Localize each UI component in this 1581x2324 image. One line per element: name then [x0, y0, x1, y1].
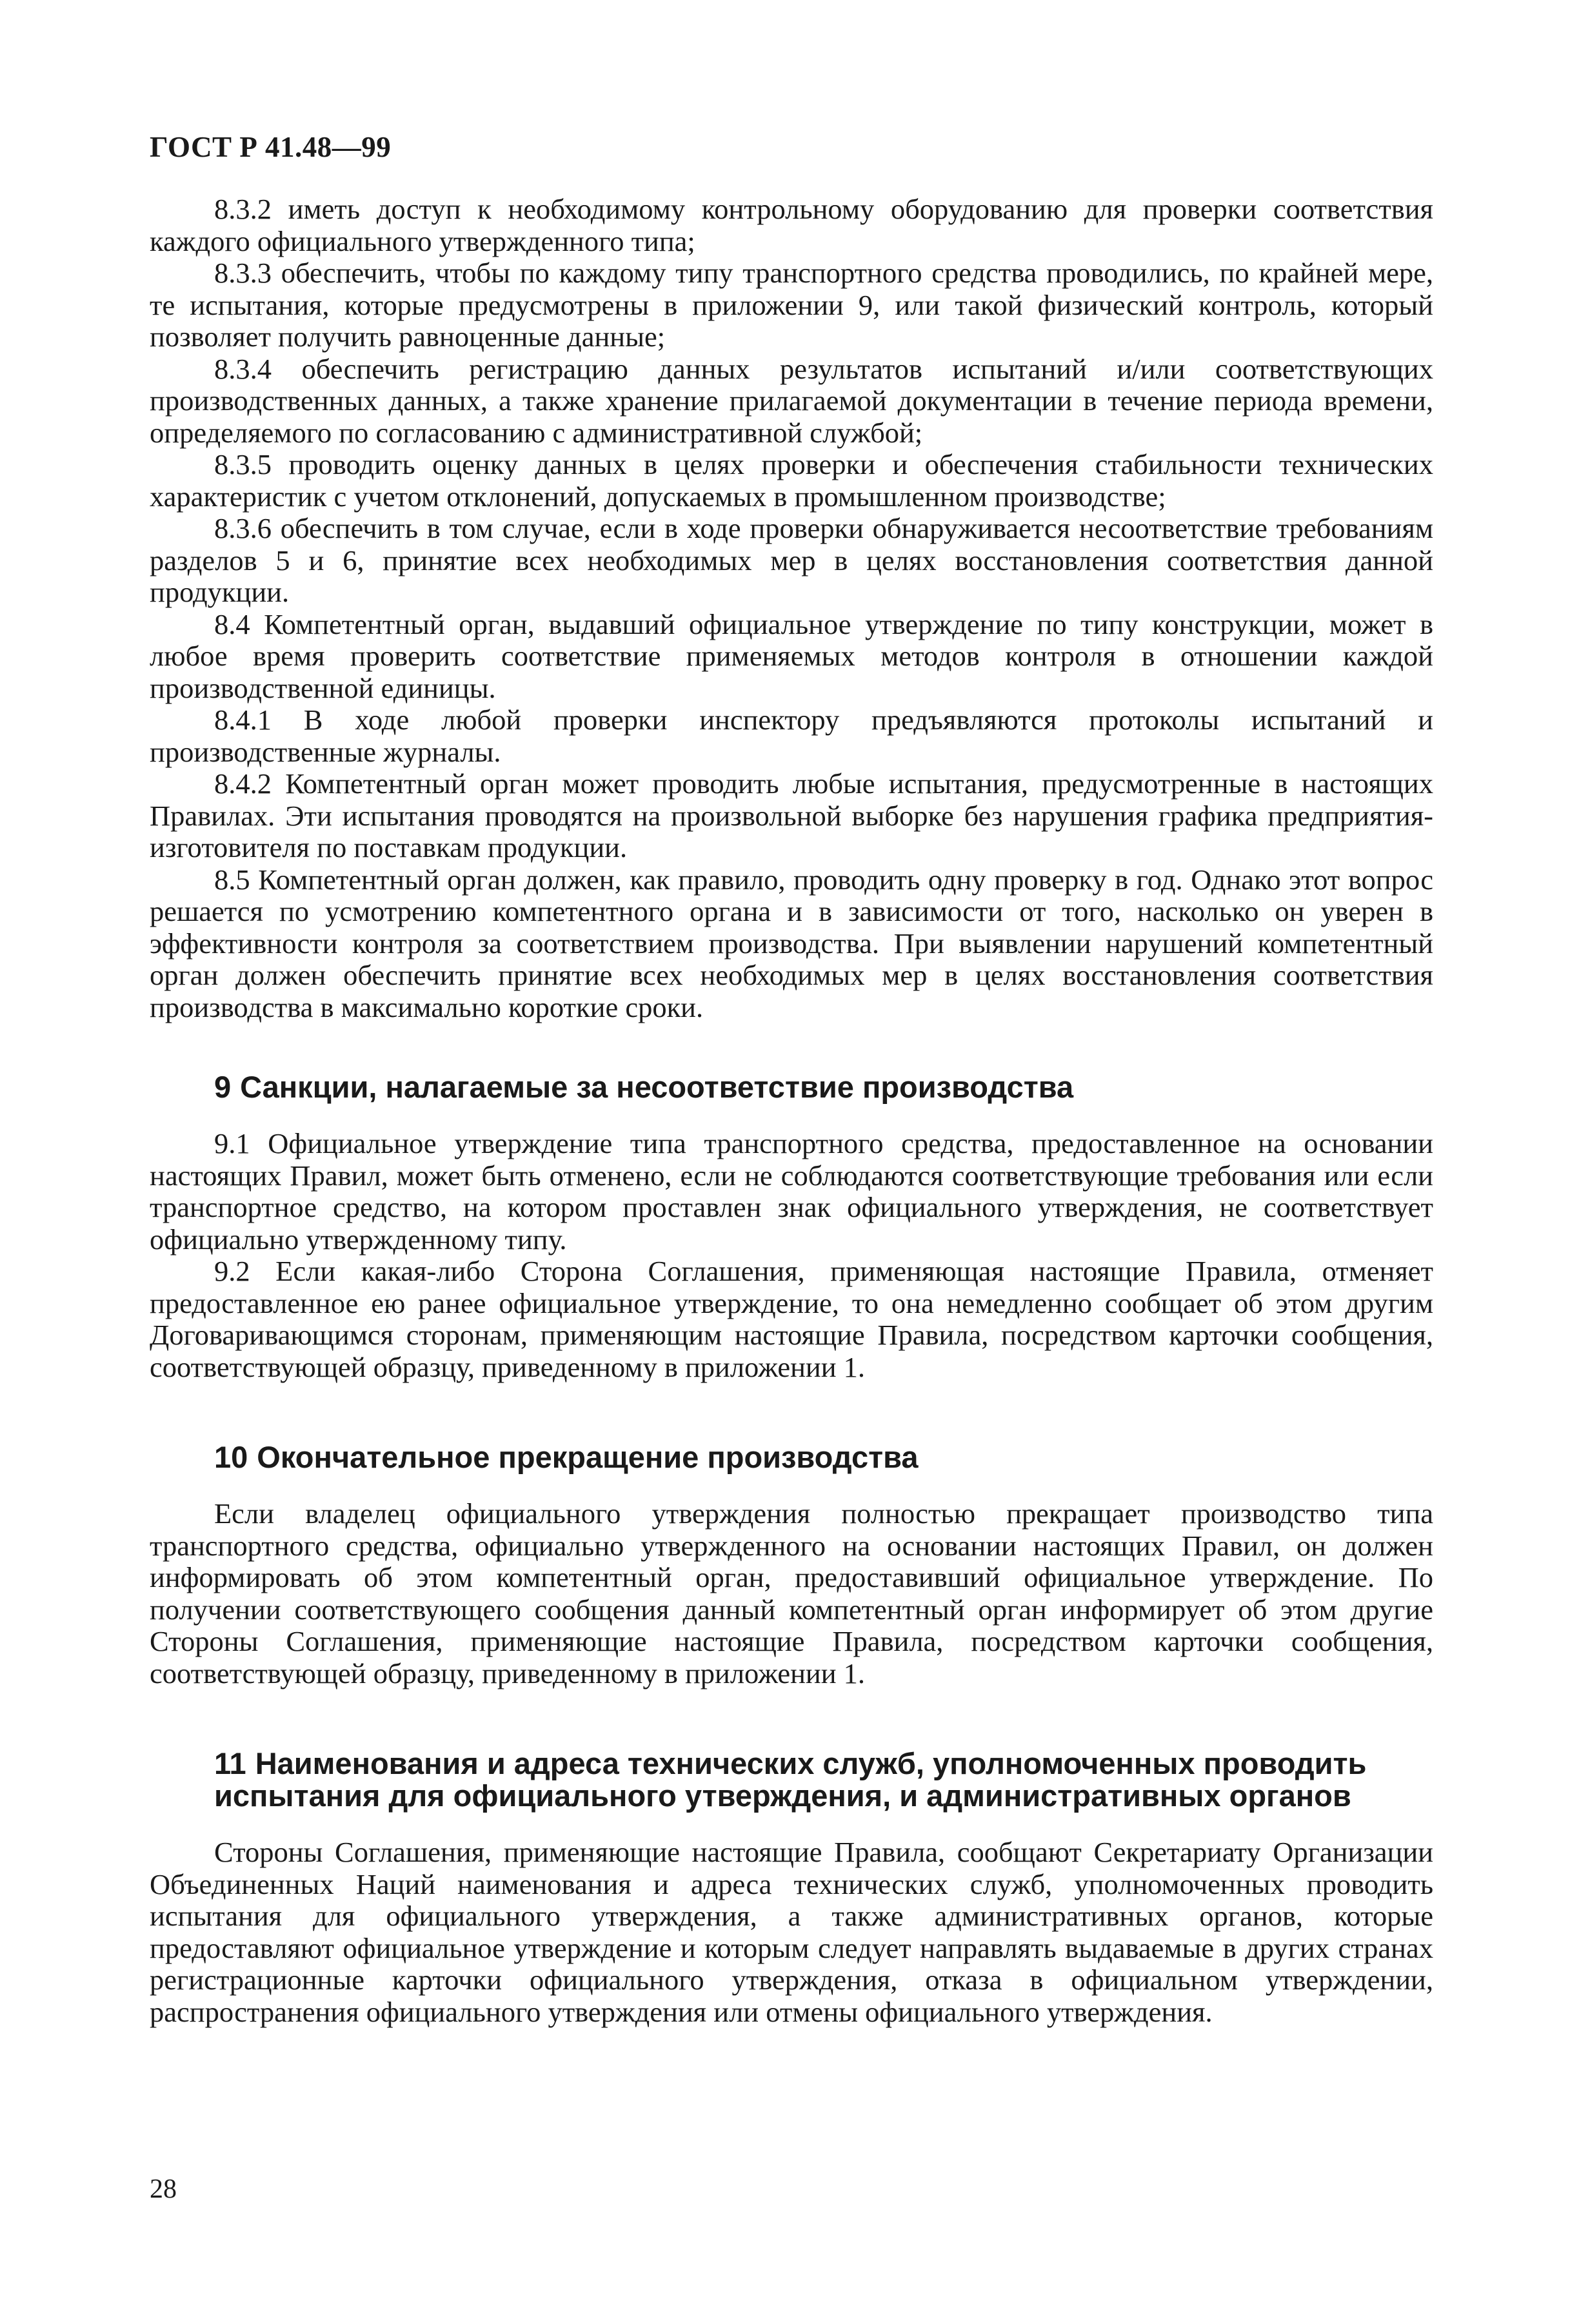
document-code-header: ГОСТ Р 41.48—99	[150, 131, 392, 163]
section-11-number: 11	[214, 1746, 246, 1780]
section-11-body	[150, 1837, 1433, 2028]
section-11-title-line2: испытания для официального утверждения, и административных органов	[214, 1778, 1351, 1813]
paragraph-8-3-2: 8.3.2 иметь доступ к необходимому контрольному оборудованию для проверки соответствия каждого официального утвержденного типа;	[150, 193, 1433, 257]
paragraph-10: Если владелец официального утверждения полностью прекращает производство типа транспортного средства, официально утвержденного на основании настоящих Правил, он должен информировать об этом компетентный орган, предоставивший официальное утверждение. По получении соответствующего сообщения данный компетентный орган информирует об этом другие Стороны Соглашения, применяющие настоящие Правила, посредством карточки сообщения, соответствующей образцу, приведенному в приложении 1.	[150, 1497, 1433, 1689]
paragraph-8-3-4: 8.3.4 обеспечить регистрацию данных результатов испытаний и/или соответствующих производственных данных, а также хранение прилагаемой документации в течение периода времени, определяемого по согласованию с административной службой;	[150, 352, 1433, 449]
paragraph-9-2: 9.2 Если какая-либо Сторона Соглашения, применяющая настоящие Правила, отменяет предоставленное ею ранее официальное утверждение, то она немедленно сообщает об этом другим Договаривающимся сторонам, применяющим настоящие Правила, посредством карточки сообщения, соответствующей образцу, приведенному в приложении 1.	[150, 1255, 1433, 1383]
section-10-title: Окончательное прекращение производства	[257, 1440, 919, 1474]
paragraph-8-5: 8.5 Компетентный орган должен, как правило, проводить одну проверку в год. Однако этот вопрос решается по усмотрению компетентного органа и в зависимости от того, насколько он уверен в эффективности контроля за соответствием производства. При выявлении нарушений компетентный орган должен обеспечить принятие всех необходимых мер в целях восстановления соответствия производства в максимально короткие сроки.	[150, 863, 1433, 1023]
section-9-heading	[150, 1071, 1433, 1103]
paragraph-8-3-6: 8.3.6 обеспечить в том случае, если в ходе проверки обнаруживается несоответствие требованиям разделов 5 и 6, принятие всех необходимых мер в целях восстановления соответствия данной продукции.	[150, 512, 1433, 608]
section-11-title-line1: Наименования и адреса технических служб, уполномоченных проводить	[255, 1746, 1367, 1780]
paragraph-8-4: 8.4 Компетентный орган, выдавший официальное утверждение по типу конструкции, может в любое время проверить соответствие применяемых методов контроля в отношении каждой производственной единицы.	[150, 607, 1433, 704]
paragraph-9-1: 9.1 Официальное утверждение типа транспортного средства, предоставленное на основании настоящих Правил, может быть отменено, если не соблюдаются соответствующие требования или если транспортное средство, на котором проставлен знак официального утверждения, не соответствует официально утвержденному типу.	[150, 1127, 1433, 1256]
section-10-heading	[150, 1441, 1433, 1473]
paragraph-11: Стороны Соглашения, применяющие настоящие Правила, сообщают Секретариату Организации Объединенных Наций наименования и адреса технических служб, уполномоченных проводить испытания для официального утверждения, а также административных органов, которые предоставляют официальное утверждение и которым следует направлять выдаваемые в других странах регистрационные карточки официального утверждения, отказа в официальном утверждении, распространения официального утверждения или отмены официального утверждения.	[150, 1836, 1433, 2028]
paragraph-8-3-3: 8.3.3 обеспечить, чтобы по каждому типу транспортного средства проводились, по крайней мере, те испытания, которые предусмотрены в приложении 9, или такой физический контроль, который позволяет получить равноценные данные;	[150, 257, 1433, 353]
paragraph-8-4-1: 8.4.1 В ходе любой проверки инспектору предъявляются протоколы испытаний и производственные журналы.	[150, 704, 1433, 768]
section-10-number: 10	[214, 1440, 248, 1474]
section-9-title: Санкции, налагаемые за несоответствие производства	[240, 1070, 1074, 1104]
paragraph-8-4-2: 8.4.2 Компетентный орган может проводить любые испытания, предусмотренные в настоящих Правилах. Эти испытания проводятся на произвольной выборке без нарушения графика предприятия-изготовителя по поставкам продукции.	[150, 767, 1433, 863]
section-8-continuation	[150, 193, 1433, 1023]
section-9-number: 9	[214, 1070, 232, 1104]
section-10-body	[150, 1498, 1433, 1689]
page-number: 28	[150, 2174, 177, 2204]
page-content	[150, 193, 1433, 2028]
section-11-heading	[150, 1748, 1433, 1812]
section-9-body	[150, 1128, 1433, 1383]
paragraph-8-3-5: 8.3.5 проводить оценку данных в целях проверки и обеспечения стабильности технических характеристик с учетом отклонений, допускаемых в промышленном производстве;	[150, 448, 1433, 513]
